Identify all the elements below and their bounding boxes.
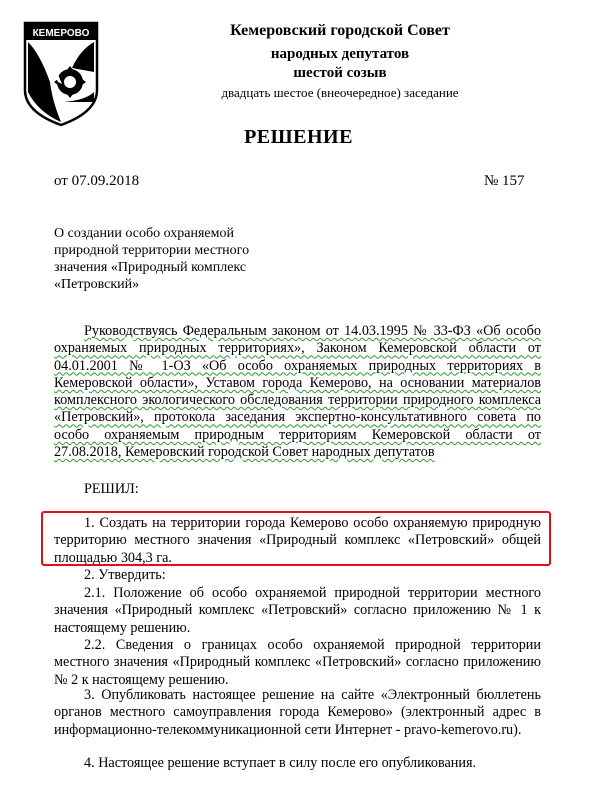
decision-subject: О создании особо охраняемой природной территории местного значения «Природный комплекс «Петровский» <box>54 226 250 292</box>
item-2: 2. Утвердить: <box>84 567 166 583</box>
city-coat-of-arms <box>22 20 100 128</box>
document-title: РЕШЕНИЕ <box>244 126 353 148</box>
item-2-1: 2.1. Положение об особо охраняемой природной территории местного значения «Природный комплекс «Петровский» согласно приложению № 1 к настоящему решению. <box>54 585 541 636</box>
decided-label: РЕШИЛ: <box>84 481 139 497</box>
council-name-line2: народных депутатов <box>270 46 410 62</box>
council-name: Кемеровский городской Совет <box>230 22 450 39</box>
document-date: от 07.09.2018 <box>54 173 140 189</box>
session: двадцать шестое (внеочередное) заседание <box>221 85 459 100</box>
item-2-2: 2.2. Сведения о границах особо охраняемой природной территории местного значения «Природный комплекс «Петровский» согласно приложению № 2 к настоящему решению. <box>54 637 541 688</box>
item-1: 1. Создать на территории города Кемерово особо охраняемую природную территорию местного значения «Природный комплекс «Петровский» общей площадью 304,3 га. <box>54 515 541 566</box>
preamble-text: Руководствуясь Федеральным законом от 14.03.1995 № 33-ФЗ «Об особо охраняемых природных территориях», Законом Кемеровской области от 04.01.2001 № 1-ОЗ «Об особо охраняемых природных территориях в Кемеровской области», Уставом города Кемерово, на основании материалов комплексного экологического обследования территории природного комплекса «Петровский», протокола заседания экспертно-консультативного совета по особо охраняемым природным территориям Кемеровской области от 27.08.2018, Кемеровский городской Совет народных депутатов <box>54 323 541 461</box>
item-3: 3. Опубликовать настоящее решение на сайте «Электронный бюллетень органов местного самоуправления города Кемерово» (электронный адрес в информационно-телекоммуникационной сети Интернет - pravo-kemerovo.ru). <box>54 687 541 738</box>
preamble <box>54 323 541 461</box>
document-number: № 157 <box>484 173 525 189</box>
coat-of-arms-label: КЕМЕРОВО <box>32 28 90 39</box>
item-4: 4. Настоящее решение вступает в силу после его опубликования. <box>84 755 477 771</box>
convocation: шестой созыв <box>293 65 387 81</box>
